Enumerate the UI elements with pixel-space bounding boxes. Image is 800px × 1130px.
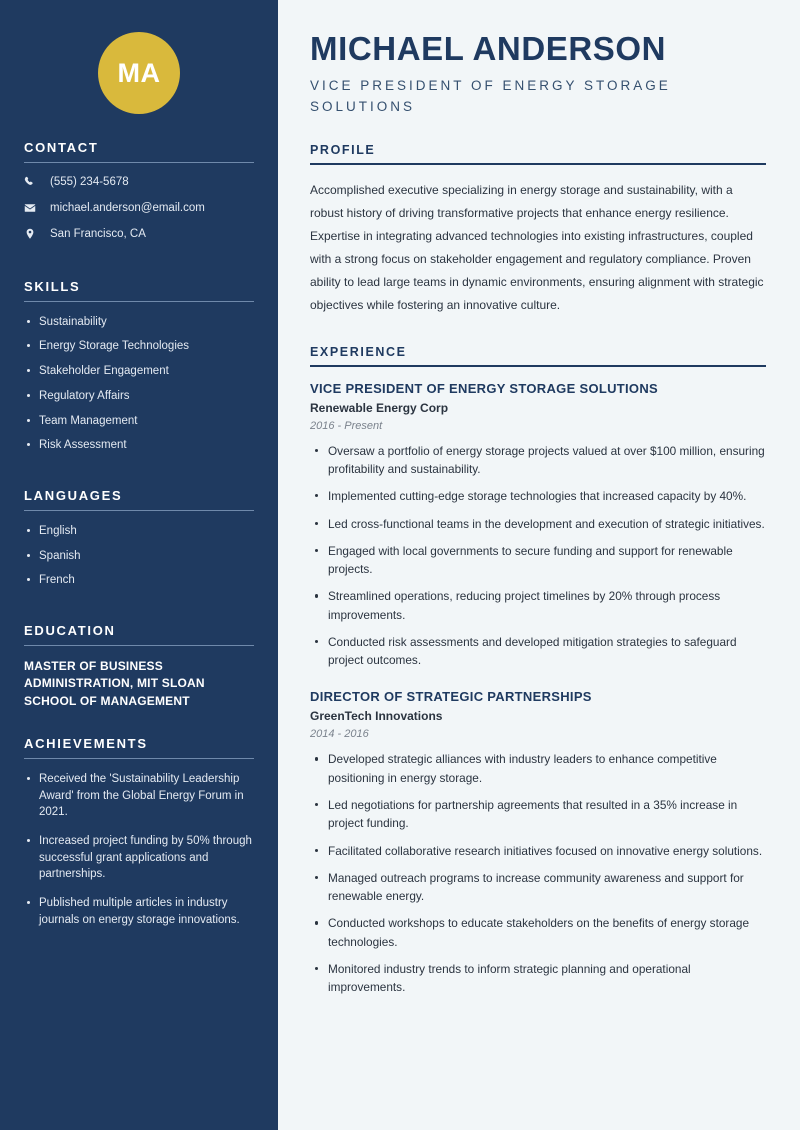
list-item: Conducted risk assessments and developed mitigation strategies to safeguard project outcomes. <box>310 633 766 670</box>
experience-job-title: DIRECTOR OF STRATEGIC PARTNERSHIPS <box>310 689 592 705</box>
achievements-list <box>24 771 254 928</box>
achievements-divider <box>24 758 254 759</box>
phone-icon <box>24 176 42 188</box>
contact-section <box>0 140 278 242</box>
skills-heading: SKILLS <box>24 278 81 294</box>
list-item: Facilitated collaborative research initiatives focused on innovative energy solutions. <box>310 842 766 860</box>
languages-section <box>0 488 278 589</box>
education-heading: EDUCATION <box>24 622 116 638</box>
location-pin-icon <box>24 228 42 240</box>
profile-divider <box>310 163 766 165</box>
profile-heading: PROFILE <box>310 143 376 158</box>
education-section <box>0 623 278 710</box>
list-item: Oversaw a portfolio of energy storage projects valued at over $100 million, ensuring profitability and sustainability. <box>310 442 766 479</box>
languages-heading: LANGUAGES <box>24 487 123 503</box>
education-divider <box>24 645 254 646</box>
main-content <box>278 0 800 1130</box>
envelope-icon <box>24 202 42 214</box>
languages-divider <box>24 510 254 511</box>
contact-item-email <box>24 201 254 216</box>
achievements-heading: ACHIEVEMENTS <box>24 736 148 752</box>
experience-dates: 2016 - Present <box>310 419 383 432</box>
profile-text: Accomplished executive specializing in energy storage and sustainability, with a robust history of driving transformative projects that enhance energy resilience. Expertise in integrating advanced technologies into existing infrastructures, coupled with a strong focus on stakeholder engagement and regulatory compliance. Proven ability to lead large teams in dynamic environments, ensuring alignment with strategic objectives while fostering an innovative culture. <box>310 182 764 313</box>
list-item: Published multiple articles in industry journals on energy storage innovations. <box>24 895 254 928</box>
list-item: Led cross-functional teams in the development and execution of strategic initiatives. <box>310 515 766 533</box>
contact-item-location <box>24 227 254 242</box>
spacer <box>0 253 278 279</box>
languages-list <box>24 523 254 589</box>
page-title: MICHAEL ANDERSON <box>310 30 667 67</box>
list-item: Stakeholder Engagement <box>24 363 254 380</box>
list-item: Conducted workshops to educate stakeholders on the benefits of energy storage technologies. <box>310 914 766 951</box>
list-item: Led negotiations for partnership agreements that resulted in a 35% increase in project funding. <box>310 796 766 833</box>
sidebar <box>0 0 278 1130</box>
list-item: Developed strategic alliances with industry leaders to enhance competitive positioning in energy storage. <box>310 750 766 787</box>
contact-divider <box>24 162 254 163</box>
list-item: Monitored industry trends to inform strategic planning and operational improvements. <box>310 960 766 997</box>
experience-section <box>310 345 766 996</box>
contact-value-email: michael.anderson@email.com <box>50 201 205 214</box>
experience-dates: 2014 - 2016 <box>310 728 369 741</box>
avatar: MA <box>98 32 180 114</box>
list-item: Increased project funding by 50% through successful grant applications and partnerships. <box>24 833 254 883</box>
list-item: Spanish <box>24 548 254 565</box>
achievements-section <box>0 736 278 928</box>
avatar-container <box>0 0 278 140</box>
list-item: Sustainability <box>24 314 254 331</box>
experience-entry <box>310 689 766 996</box>
spacer <box>0 597 278 623</box>
list-item: Implemented cutting-edge storage technologies that increased capacity by 40%. <box>310 487 766 505</box>
contact-value-phone: (555) 234-5678 <box>50 176 129 188</box>
experience-job-title: VICE PRESIDENT OF ENERGY STORAGE SOLUTIONS <box>310 380 659 396</box>
profile-section <box>310 143 766 317</box>
list-item: Regulatory Affairs <box>24 388 254 405</box>
skills-divider <box>24 301 254 302</box>
experience-bullets <box>310 750 766 996</box>
list-item: Managed outreach programs to increase community awareness and support for renewable energy. <box>310 869 766 906</box>
list-item: English <box>24 523 254 540</box>
list-item: Team Management <box>24 413 254 430</box>
list-item: Streamlined operations, reducing project timelines by 20% through process improvements. <box>310 587 766 624</box>
skills-list <box>24 314 254 454</box>
list-item: Received the 'Sustainability Leadership Award' from the Global Energy Forum in 2021. <box>24 771 254 821</box>
experience-company: Renewable Energy Corp <box>310 400 449 415</box>
education-entry: MASTER OF BUSINESS ADMINISTRATION, MIT SLOAN SCHOOL OF MANAGEMENT <box>24 658 205 708</box>
experience-heading: EXPERIENCE <box>310 345 407 360</box>
contact-list <box>24 175 254 242</box>
experience-company: GreenTech Innovations <box>310 709 443 724</box>
contact-heading: CONTACT <box>24 140 99 155</box>
experience-entry <box>310 381 766 670</box>
experience-bullets <box>310 442 766 670</box>
list-item: Engaged with local governments to secure funding and support for renewable projects. <box>310 542 766 579</box>
list-item: Energy Storage Technologies <box>24 338 254 355</box>
spacer <box>0 710 278 736</box>
job-subtitle: VICE PRESIDENT OF ENERGY STORAGE SOLUTIONS <box>310 77 671 114</box>
experience-divider <box>310 365 766 367</box>
list-item: French <box>24 572 254 589</box>
skills-section <box>0 279 278 454</box>
list-item: Risk Assessment <box>24 437 254 454</box>
spacer <box>0 462 278 488</box>
contact-item-phone <box>24 175 254 190</box>
contact-value-location: San Francisco, CA <box>50 227 146 240</box>
